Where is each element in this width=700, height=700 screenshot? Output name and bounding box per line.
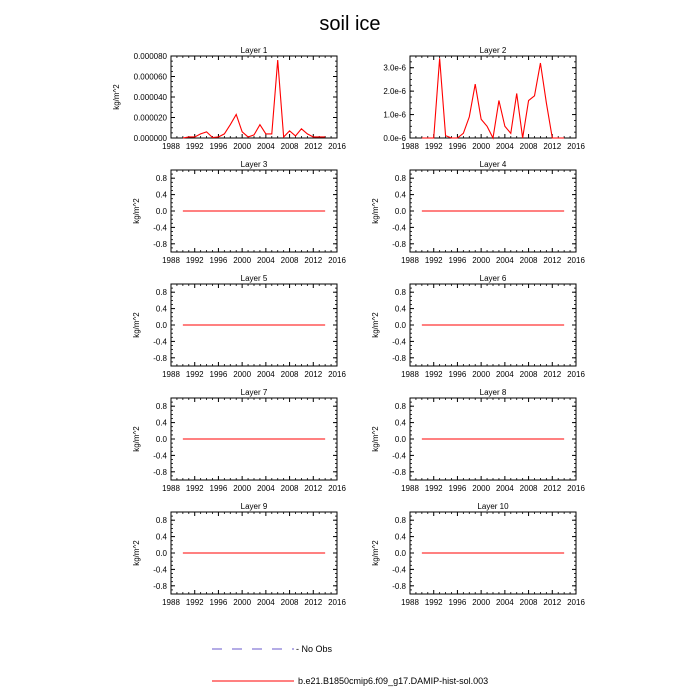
y-tick-label: 0.0 [155,435,167,444]
y-tick-label: -0.4 [392,223,406,233]
y-tick-label: 0.0 [155,549,167,558]
y-tick-label: 0.0 [394,321,406,330]
series-line [183,60,325,138]
y-tick-label: 0.0 [394,435,406,444]
y-tick-label: 0.8 [394,288,406,298]
x-tick-label: 1996 [209,484,228,493]
y-axis-label: kg/m^2 [371,426,380,452]
panel-title: Layer 5 [240,274,268,283]
y-tick-label: 0.000080 [133,52,167,61]
y-tick-label: 0.0 [155,321,167,330]
x-tick-label: 1988 [401,598,419,607]
x-tick-label: 2012 [543,484,562,493]
y-tick-label: 0.4 [394,190,406,200]
x-tick-label: 1996 [209,370,228,379]
x-tick-label: 1996 [209,598,228,607]
x-tick-label: 2012 [543,142,562,151]
x-tick-label: 1996 [209,256,228,265]
y-tick-label: 0.8 [394,402,406,412]
panel-layer-1 [112,46,346,151]
y-tick-label: 0.4 [394,418,406,428]
y-tick-label: 0.4 [394,532,406,542]
y-tick-label: -0.8 [392,239,406,249]
panel-title: Layer 8 [479,388,507,397]
y-tick-label: -0.4 [153,565,167,575]
y-tick-label: 0.0 [394,207,406,216]
x-tick-label: 2016 [328,598,346,607]
y-axis-label: kg/m^2 [371,540,380,566]
x-tick-label: 2008 [519,142,538,151]
x-tick-label: 2016 [328,142,346,151]
y-tick-label: 0.8 [155,288,167,298]
x-tick-label: 2016 [567,598,585,607]
x-tick-label: 1988 [162,142,180,151]
y-tick-label: 1.0e-6 [383,110,406,120]
y-tick-label: -0.4 [392,565,406,575]
x-tick-label: 2000 [472,484,491,493]
x-tick-label: 1992 [424,484,443,493]
x-tick-label: 2016 [567,256,585,265]
x-tick-label: 1992 [424,598,443,607]
x-tick-label: 2016 [567,484,585,493]
x-tick-label: 2012 [304,370,323,379]
y-tick-label: 0.4 [155,532,167,542]
y-tick-label: -0.8 [392,581,406,591]
x-tick-label: 1996 [448,256,467,265]
x-tick-label: 2008 [519,370,538,379]
panel-title: Layer 10 [477,502,509,511]
y-tick-label: -0.4 [153,451,167,461]
y-tick-label: 0.4 [155,304,167,314]
x-tick-label: 2004 [495,598,514,607]
y-tick-label: -0.4 [153,337,167,347]
y-axis-label: kg/m^2 [371,198,380,224]
y-tick-label: 0.0e-6 [383,134,406,143]
x-tick-label: 2000 [233,484,252,493]
y-tick-label: 0.0 [394,549,406,558]
x-tick-label: 2008 [519,598,538,607]
y-tick-label: -0.4 [392,451,406,461]
y-tick-label: -0.8 [153,353,167,363]
x-tick-label: 1996 [448,370,467,379]
y-axis-label: kg/m^2 [371,312,380,338]
x-tick-label: 2000 [233,256,252,265]
y-tick-label: 0.8 [155,516,167,526]
x-tick-label: 2004 [495,256,514,265]
panel-layer-7 [132,388,346,493]
x-tick-label: 1992 [424,142,443,151]
x-tick-label: 2012 [543,370,562,379]
plot-frame [171,56,337,138]
x-tick-label: 2000 [233,142,252,151]
x-tick-label: 2000 [472,142,491,151]
y-tick-label: 0.000000 [133,134,167,143]
panel-layer-2 [383,46,585,151]
x-tick-label: 1988 [401,484,419,493]
y-axis-label: kg/m^2 [132,312,141,338]
x-tick-label: 1988 [162,484,180,493]
x-tick-label: 2004 [256,370,275,379]
x-tick-label: 2012 [304,484,323,493]
x-tick-label: 1992 [185,370,204,379]
x-tick-label: 1992 [424,370,443,379]
x-tick-label: 1992 [185,484,204,493]
x-tick-label: 1988 [162,598,180,607]
y-axis-label: kg/m^2 [132,198,141,224]
y-tick-label: 3.0e-6 [383,63,406,73]
series-line [422,58,564,138]
x-tick-label: 2008 [280,598,299,607]
x-tick-label: 2012 [543,598,562,607]
x-tick-label: 2012 [304,256,323,265]
legend-label-no-obs: - No Obs [296,644,333,654]
x-tick-label: 2016 [567,142,585,151]
y-tick-label: 2.0e-6 [383,87,406,97]
figure-title: soil ice [319,13,381,35]
x-tick-label: 2000 [472,370,491,379]
x-tick-label: 2008 [519,256,538,265]
x-tick-label: 2004 [256,256,275,265]
x-tick-label: 2016 [328,370,346,379]
panel-title: Layer 2 [479,46,507,55]
x-tick-label: 2008 [280,484,299,493]
x-tick-label: 2016 [328,484,346,493]
x-tick-label: 1988 [162,256,180,265]
x-tick-label: 1988 [401,370,419,379]
panel-layer-6 [371,274,585,379]
x-tick-label: 1992 [185,598,204,607]
x-tick-label: 2000 [472,598,491,607]
y-tick-label: 0.4 [155,418,167,428]
x-tick-label: 2016 [328,256,346,265]
y-tick-label: 0.000060 [133,72,167,82]
y-tick-label: 0.000020 [133,113,167,123]
y-tick-label: 0.8 [155,174,167,184]
y-tick-label: -0.8 [392,467,406,477]
y-tick-label: -0.8 [153,239,167,249]
y-tick-label: -0.8 [392,353,406,363]
y-tick-label: 0.0 [155,207,167,216]
x-tick-label: 2012 [304,598,323,607]
legend-label-simulation: b.e21.B1850cmip6.f09_g17.DAMIP-hist-sol.003 [298,676,489,686]
panel-title: Layer 7 [240,388,268,397]
panel-layer-10 [371,502,585,607]
x-tick-label: 2012 [543,256,562,265]
x-tick-label: 1988 [401,142,419,151]
y-tick-label: -0.8 [153,467,167,477]
panels [112,46,585,607]
x-tick-label: 2008 [280,142,299,151]
x-tick-label: 1996 [448,484,467,493]
panel-title: Layer 3 [240,160,268,169]
x-tick-label: 1992 [185,142,204,151]
panel-layer-9 [132,502,346,607]
x-tick-label: 2016 [567,370,585,379]
x-tick-label: 2000 [233,598,252,607]
x-tick-label: 2008 [280,370,299,379]
x-tick-label: 2004 [495,484,514,493]
panel-layer-8 [371,388,585,493]
x-tick-label: 2012 [304,142,323,151]
x-tick-label: 2004 [495,370,514,379]
x-tick-label: 2004 [495,142,514,151]
x-tick-label: 1996 [209,142,228,151]
y-tick-label: -0.8 [153,581,167,591]
y-axis-label: kg/m^2 [132,540,141,566]
y-tick-label: 0.4 [394,304,406,314]
x-tick-label: 2008 [280,256,299,265]
y-tick-label: 0.4 [155,190,167,200]
x-tick-label: 2000 [233,370,252,379]
y-tick-label: -0.4 [392,337,406,347]
y-tick-label: 0.8 [394,516,406,526]
panel-title: Layer 6 [479,274,507,283]
x-tick-label: 2008 [519,484,538,493]
y-axis-label: kg/m^2 [132,426,141,452]
x-tick-label: 1992 [424,256,443,265]
x-tick-label: 1996 [448,598,467,607]
panel-layer-3 [132,160,346,265]
x-tick-label: 2000 [472,256,491,265]
panel-layer-5 [132,274,346,379]
panel-title: Layer 4 [479,160,507,169]
x-tick-label: 2004 [256,484,275,493]
y-tick-label: 0.8 [394,174,406,184]
x-tick-label: 1988 [162,370,180,379]
panel-layer-4 [371,160,585,265]
x-tick-label: 1988 [401,256,419,265]
y-tick-label: 0.8 [155,402,167,412]
y-axis-label: kg/m^2 [112,84,121,110]
panel-title: Layer 1 [240,46,268,55]
legend [212,644,488,686]
y-tick-label: 0.000040 [133,93,167,102]
x-tick-label: 2004 [256,142,275,151]
x-tick-label: 2004 [256,598,275,607]
x-tick-label: 1992 [185,256,204,265]
panel-title: Layer 9 [240,502,268,511]
x-tick-label: 1996 [448,142,467,151]
y-tick-label: -0.4 [153,223,167,233]
